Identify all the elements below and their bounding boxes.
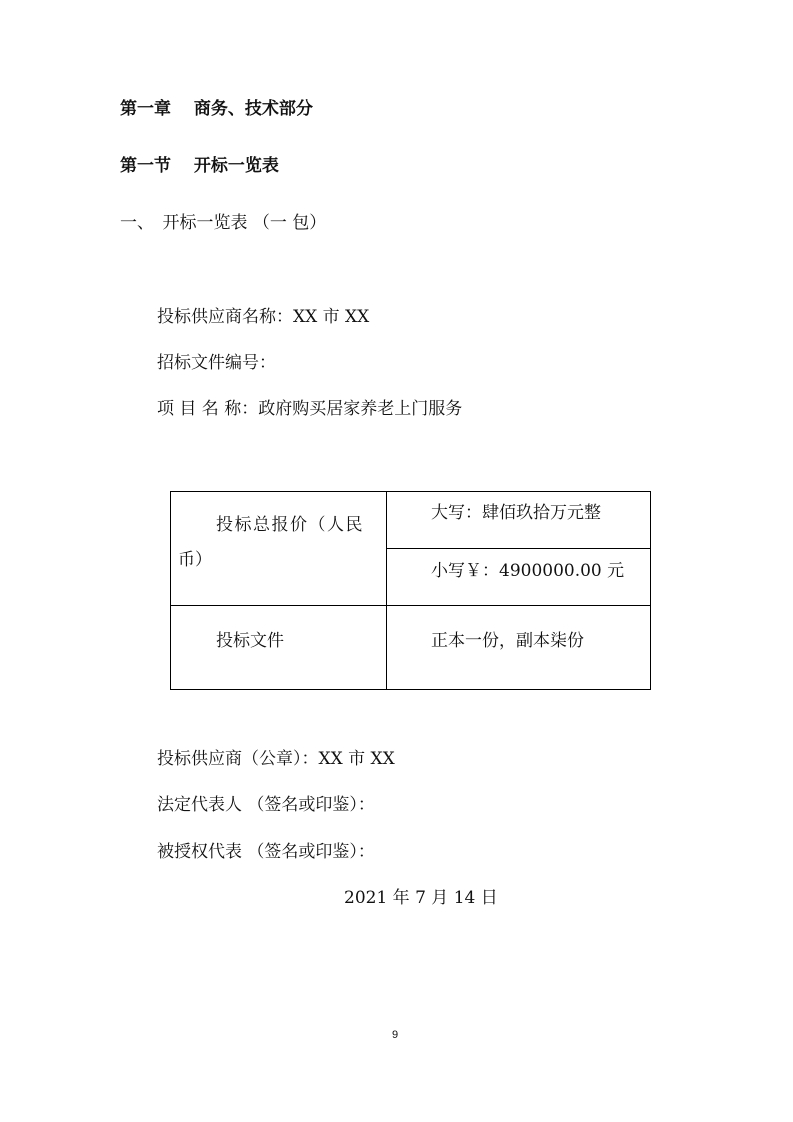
tender-doc-number: 招标文件编号：: [157, 353, 276, 373]
subsection-heading: 一、 开标一览表 （一 包）: [120, 213, 327, 233]
project-name: 项 目 名 称：政府购买居家养老上门服务: [157, 399, 463, 419]
bidder-name: 投标供应商名称：XX 市 XX: [157, 307, 370, 327]
price-label: 投标总报价（人民: [216, 515, 364, 535]
authorized-representative: 被授权代表 （签名或印鉴）：: [157, 842, 375, 862]
bidder-seal: 投标供应商（公章）：XX 市 XX: [157, 749, 395, 769]
date: 2021 年 7 月 14 日: [344, 888, 498, 908]
chapter-heading: 第一章 商务、技术部分: [120, 99, 313, 119]
legal-representative: 法定代表人 （签名或印鉴）：: [157, 795, 375, 815]
price-uppercase: 大写：肆佰玖拾万元整: [431, 503, 601, 523]
section-heading: 第一节 开标一览表: [120, 156, 279, 176]
price-numeric: 小写￥：4900000.00 元: [431, 561, 625, 581]
price-label-cont: 币）: [178, 550, 212, 570]
page-number: 9: [392, 1029, 399, 1041]
docs-label: 投标文件: [216, 631, 284, 651]
docs-value: 正本一份，副本柒份: [431, 631, 584, 651]
